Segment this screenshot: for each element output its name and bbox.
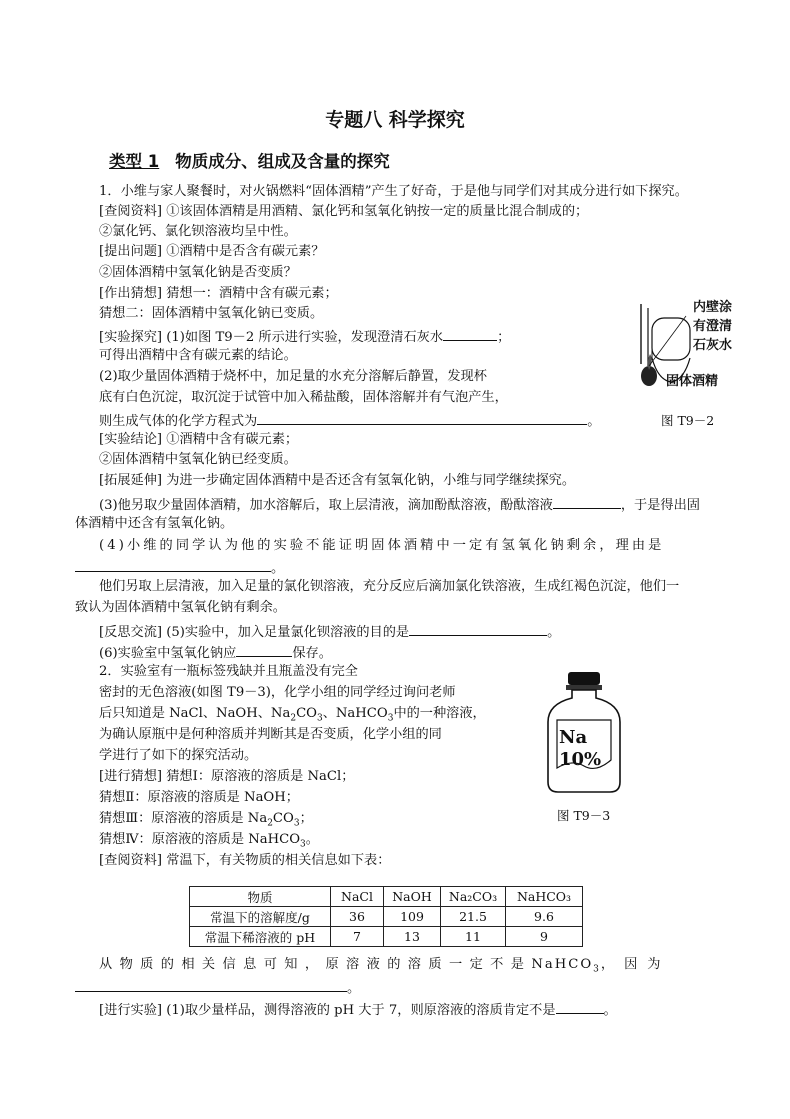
q1-line [99, 410, 600, 431]
section-name: 物质成分、组成及含量的探究 [175, 152, 390, 171]
subscript: 3 [316, 713, 323, 724]
q1-line: [作出猜想] 猜想一：酒精中含有碳元素； [99, 286, 338, 301]
q2-line: 猜想Ⅱ：原溶液的溶质是 NaOH； [99, 790, 299, 805]
answer-blank[interactable] [556, 999, 604, 1014]
q1-text: (4)小维的同学认为他的实验不能证明固体酒精中一定有氢氧化钠剩余，理由是 [99, 538, 665, 553]
section-label: 类型 1 [109, 152, 160, 171]
q2-line [75, 977, 360, 998]
q1-line: 猜想二：固体酒精中氢氧化钠已变质。 [99, 306, 324, 321]
table-row [190, 927, 583, 947]
q1-line: [查阅资料] ①该固体酒精是用酒精、氯化钙和氢氧化钠按一定的质量比混合制成的； [99, 204, 589, 219]
punct: 。 [271, 561, 285, 576]
figure-label: 内壁涂 [693, 300, 733, 315]
q1-text: [实验探究] (1)如图 T9－2 所示进行实验，发现澄清石灰水 [99, 330, 444, 345]
q2-line: 密封的无色溶液(如图 T9－3)，化学小组的同学经过询问老师 [99, 685, 456, 700]
q1-line [99, 642, 332, 663]
punct: ； [299, 811, 313, 826]
q1-line: ②固体酒精中氢氧化钠是否变质？ [99, 265, 297, 280]
answer-blank[interactable] [443, 326, 497, 341]
q1-line: 他们另取上层清液，加入足量的氯化钡溶液，充分反应后滴加氯化铁溶液，生成红褐色沉淀，他们一 [99, 579, 680, 594]
q2-line: [查阅资料] 常温下，有关物质的相关信息如下表： [99, 853, 391, 868]
table-cell: 9 [506, 927, 583, 947]
q2-line: 为确认原瓶中是何种溶质并判断其是否变质，化学小组的同 [99, 727, 442, 742]
q2-line [99, 705, 486, 728]
table-cell: 常温下稀溶液的 pH [190, 927, 331, 947]
q2-text: ，因为 [600, 957, 671, 972]
subscript: 3 [593, 964, 601, 975]
table-header-cell: NaCl [331, 887, 384, 907]
figure-label: 石灰水 [693, 338, 733, 353]
table-header-cell: Na₂CO₃ [441, 887, 506, 907]
bottle-label [559, 727, 601, 771]
q1-line: [拓展延伸] 为进一步确定固体酒精中是否还含有氢氧化钠，小维与同学继续探究。 [99, 473, 576, 488]
punct: ； [497, 330, 511, 345]
q2-line [99, 956, 670, 979]
table-cell: 21.5 [441, 907, 506, 927]
punct: 。 [587, 414, 601, 429]
table-header-row [190, 887, 583, 907]
q1-line: (2)取少量固体酒精于烧杯中，加足量的水充分溶解后静置，发现杯 [99, 369, 487, 384]
table-cell: 常温下的溶解度/g [190, 907, 331, 927]
q2-text: 、NaHCO [322, 706, 388, 721]
table-header-cell: NaOH [384, 887, 441, 907]
q1-text: 则生成气体的化学方程式为 [99, 414, 258, 429]
q2-line: 2．实验室有一瓶标签残缺并且瓶盖没有完全 [99, 664, 358, 679]
q1-line: [实验结论] ①酒精中含有碳元素； [99, 432, 299, 447]
subscript: 2 [290, 713, 297, 724]
answer-blank[interactable] [75, 977, 347, 992]
q1-text: (6)实验室中氢氧化钠应 [99, 646, 237, 661]
q1-text: [反思交流] (5)实验中，加入足量氯化钡溶液的目的是 [99, 625, 410, 640]
q1-line: 体酒精中还含有氢氧化钠。 [75, 516, 234, 531]
table-cell: 109 [384, 907, 441, 927]
q2-text: 后只知道是 NaCl、NaOH、Na [99, 706, 291, 721]
table-header-cell: 物质 [190, 887, 331, 907]
q2-text: CO [272, 811, 294, 826]
subscript: 3 [300, 839, 306, 850]
q1-line: [提出问题] ①酒精中是否含有碳元素？ [99, 244, 325, 259]
figure-label: 有澄清 [693, 319, 733, 334]
punct: 。 [547, 625, 561, 640]
q2-text: [进行实验] (1)取少量样品，测得溶液的 pH 大于 7，则原溶液的溶质肯定不是 [99, 1003, 556, 1018]
q1-line: 1．小维与家人聚餐时，对火锅燃料“固体酒精”产生了好奇，于是他与同学们对其成分进行如下探究。 [99, 184, 688, 199]
q1-line: 底有白色沉淀，取沉淀于试管中加入稀盐酸，固体溶解并有气泡产生， [99, 390, 508, 405]
table-cell: 11 [441, 927, 506, 947]
page-title: 专题八 科学探究 [325, 109, 465, 131]
answer-blank[interactable] [553, 494, 621, 509]
q1-line [99, 326, 510, 347]
q2-line [99, 999, 617, 1020]
table-cell: 36 [331, 907, 384, 927]
q1-line [75, 557, 284, 578]
q2-line [99, 831, 319, 854]
q2-text: 猜想Ⅳ：原溶液的溶质是 NaHCO [99, 832, 301, 847]
punct: 。 [347, 981, 361, 996]
q1-line [99, 494, 700, 515]
subscript: 3 [293, 818, 300, 829]
answer-blank[interactable] [257, 410, 587, 425]
table-header-cell: NaHCO₃ [506, 887, 583, 907]
section-heading [109, 148, 390, 172]
q2-line: [进行猜想] 猜想Ⅰ：原溶液的溶质是 NaCl； [99, 769, 355, 784]
punct: 。 [305, 832, 319, 847]
subscript: 2 [267, 818, 273, 829]
figure-caption: 图 T9－3 [557, 808, 611, 823]
substance-info-table [189, 886, 583, 947]
table-row [190, 907, 583, 927]
subscript: 3 [387, 713, 394, 724]
q1-line: 致认为固体酒精中氢氧化钠有剩余。 [75, 600, 286, 615]
answer-blank[interactable] [409, 621, 547, 636]
table-cell: 7 [331, 927, 384, 947]
q1-line [99, 621, 560, 642]
figure-label-group [693, 298, 732, 355]
answer-blank[interactable] [236, 642, 292, 657]
q2-line [99, 810, 313, 833]
bottle-label-line: 10% [559, 749, 602, 770]
bottle-label-line: Na [559, 727, 588, 748]
figure-caption: 图 T9－2 [661, 413, 715, 428]
q1-text: ，于是得出固 [620, 498, 700, 513]
answer-blank[interactable] [75, 557, 271, 572]
q1-line [99, 537, 664, 555]
q2-text: 猜想Ⅲ：原溶液的溶质是 Na [99, 811, 268, 826]
table-cell: 9.6 [506, 907, 583, 927]
q1-line: ②固体酒精中氢氧化钠已经变质。 [99, 452, 297, 467]
q2-line: 学进行了如下的探究活动。 [99, 748, 258, 763]
q2-text: 从物质的相关信息可知，原溶液的溶质一定不是 [99, 957, 532, 972]
table-cell: 13 [384, 927, 441, 947]
q2-text: NaHCO [531, 957, 594, 972]
figure-label: 固体酒精 [666, 374, 719, 389]
q1-text: (3)他另取少量固体酒精，加水溶解后，取上层清液，滴加酚酞溶液，酚酞溶液 [99, 498, 553, 513]
q1-line: 可得出酒精中含有碳元素的结论。 [99, 348, 297, 363]
q2-text: 中的一种溶液， [393, 706, 486, 721]
q1-text: 保存。 [292, 646, 332, 661]
q2-text: CO [296, 706, 317, 721]
punct: 。 [603, 1003, 617, 1018]
q1-line: ②氯化钙、氯化钡溶液均呈中性。 [99, 224, 297, 239]
